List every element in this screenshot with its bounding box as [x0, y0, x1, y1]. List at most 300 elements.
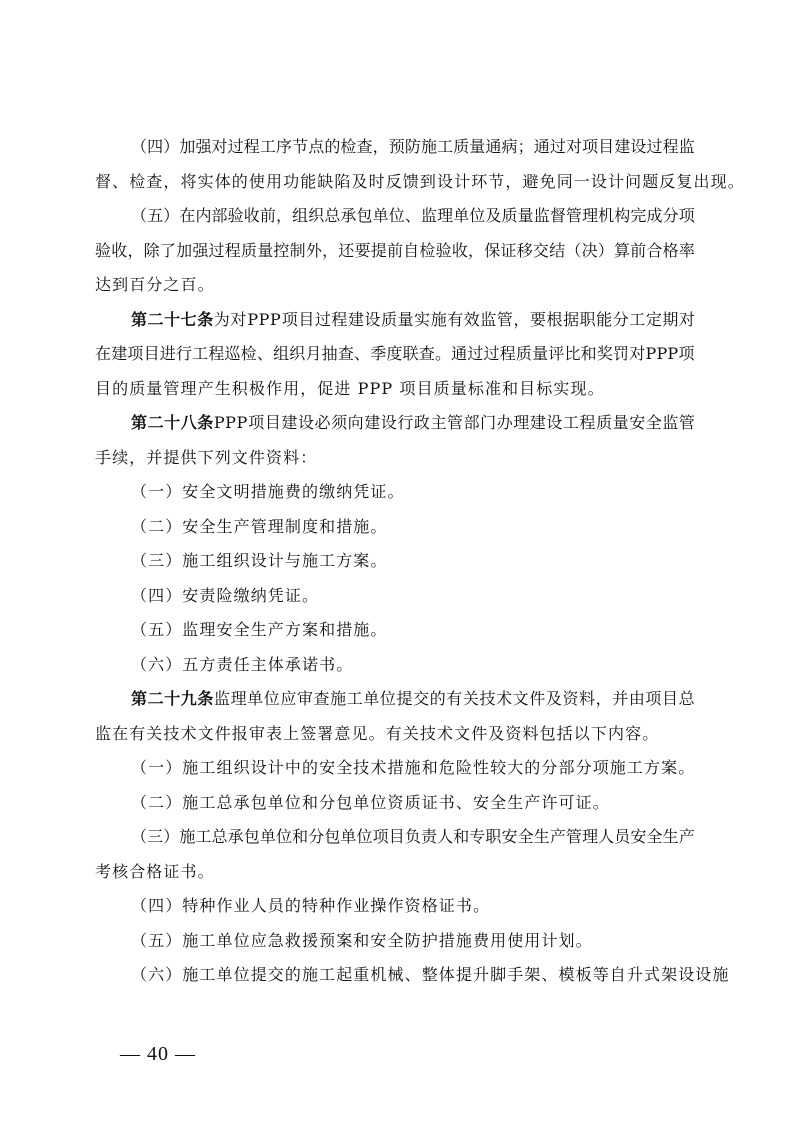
- glyph: 施: [430, 309, 447, 329]
- glyph: （: [131, 206, 148, 225]
- line-text: （一）安全文明措施费的缴纳凭证。: [131, 482, 405, 501]
- glyph: 织: [308, 206, 325, 225]
- line-text: 督、检查，将实体的使用功能缺陷及时反馈到设计环节，避免同一设计问题反复出现。: [95, 171, 745, 191]
- glyph: 目: [143, 344, 160, 363]
- text-line: [95, 958, 730, 993]
- glyph: 前: [630, 240, 647, 260]
- glyph: 控: [273, 240, 290, 260]
- glyph: 机: [598, 206, 615, 225]
- glyph: ）: [163, 137, 180, 156]
- text-line: [95, 234, 695, 269]
- text-line: [95, 303, 695, 338]
- glyph: 收: [243, 206, 260, 225]
- glyph: 包: [356, 206, 373, 225]
- glyph: 质: [453, 137, 470, 156]
- line-text: 监在有关技术文件报审表上签署意见。有关技术文件及资料包括以下内容。: [95, 723, 660, 743]
- glyph: 二: [147, 413, 164, 432]
- glyph: 必: [314, 413, 331, 432]
- glyph: 组: [273, 344, 290, 363]
- glyph: 量: [612, 413, 629, 432]
- glyph: 过: [549, 137, 566, 156]
- glyph: 七: [180, 309, 197, 329]
- text-line: [95, 924, 695, 959]
- glyph: 全: [517, 827, 534, 846]
- glyph: 条: [197, 413, 214, 432]
- glyph: 在: [95, 344, 112, 363]
- glyph: 设: [380, 413, 397, 432]
- glyph: 合: [646, 240, 663, 260]
- glyph: 部: [463, 413, 480, 432]
- paragraph: [95, 579, 695, 614]
- glyph: 对: [678, 309, 695, 329]
- text-line: [95, 475, 695, 510]
- glyph: 文: [512, 689, 529, 708]
- glyph: 验: [227, 206, 244, 225]
- glyph: 保: [484, 240, 501, 260]
- glyph: 查: [418, 344, 435, 363]
- glyph: 程: [331, 309, 348, 329]
- glyph: 位: [263, 689, 280, 708]
- glyph: 单: [340, 827, 357, 846]
- glyph: 进: [159, 344, 176, 363]
- glyph: 技: [479, 689, 496, 708]
- glyph: 决: [581, 240, 598, 260]
- glyph: 专: [469, 827, 486, 846]
- glyph: 、: [404, 206, 421, 225]
- text-line: [95, 199, 695, 234]
- glyph: 为: [213, 309, 230, 329]
- glyph: 审: [296, 689, 313, 708]
- glyph: 施: [330, 689, 347, 708]
- glyph: 项: [372, 827, 389, 846]
- article-paragraph: [95, 406, 695, 475]
- text-line: [95, 268, 695, 303]
- glyph: 质: [381, 309, 398, 329]
- paragraph: [95, 613, 695, 648]
- glyph: 安: [629, 413, 646, 432]
- glyph: 总: [211, 827, 228, 846]
- glyph: ）: [163, 206, 180, 225]
- glyph: 要: [529, 309, 546, 329]
- text-line: [95, 648, 695, 683]
- paragraph: [95, 958, 730, 993]
- glyph: 检: [240, 344, 257, 363]
- glyph: 管: [447, 413, 464, 432]
- glyph: 管: [565, 206, 582, 225]
- glyph: 量: [517, 206, 534, 225]
- glyph: ，: [127, 240, 144, 260]
- glyph: 第: [131, 309, 148, 329]
- glyph: 了: [159, 240, 176, 260]
- glyph: 及: [545, 689, 562, 708]
- glyph: 提: [370, 240, 387, 260]
- glyph: 条: [197, 689, 214, 708]
- glyph: 还: [338, 240, 355, 260]
- text-line: [95, 165, 745, 200]
- glyph: 效: [463, 309, 480, 329]
- glyph: 过: [467, 344, 484, 363]
- text-line: [95, 510, 695, 545]
- glyph: P: [213, 413, 225, 432]
- glyph: 项: [678, 206, 695, 225]
- glyph: 度: [386, 344, 403, 363]
- line-text: （四）特种作业人员的特种作业操作资格证书。: [131, 896, 491, 915]
- glyph: 分: [612, 309, 629, 329]
- glyph: 单: [453, 206, 470, 225]
- paragraph: [95, 130, 745, 199]
- glyph: 查: [313, 689, 330, 708]
- glyph: 过: [208, 240, 225, 260]
- glyph: 产: [549, 827, 566, 846]
- glyph: 成: [646, 206, 663, 225]
- glyph: 联: [402, 344, 419, 363]
- glyph: P: [667, 344, 679, 363]
- document-body: [95, 130, 745, 993]
- paragraph: [95, 199, 695, 303]
- glyph: 二: [147, 309, 164, 329]
- glyph: 据: [563, 309, 580, 329]
- glyph: 关: [462, 689, 479, 708]
- glyph: 设: [630, 137, 647, 156]
- glyph: 自: [403, 240, 420, 260]
- glyph: 质: [596, 413, 613, 432]
- glyph: 十: [164, 309, 181, 329]
- glyph: 项: [678, 344, 695, 363]
- glyph: 通: [533, 137, 550, 156]
- glyph: 查: [356, 137, 373, 156]
- line-text: （六）五方责任主体承诺书。: [131, 654, 354, 674]
- glyph: 承: [227, 827, 244, 846]
- glyph: 监: [678, 137, 695, 156]
- line-text: （一）施工组织设计中的安全技术措施和危险性较大的分部分项施工方案。: [131, 758, 696, 777]
- glyph: 建: [281, 413, 298, 432]
- glyph: 督: [549, 206, 566, 225]
- text-line: [95, 441, 695, 476]
- glyph: 项: [582, 137, 599, 156]
- paragraph: [95, 751, 695, 786]
- glyph: 管: [496, 309, 513, 329]
- line-text: （二）施工总承包单位和分包单位资质证书、安全生产许可证。: [131, 792, 610, 812]
- glyph: 制: [289, 240, 306, 260]
- glyph: 前: [386, 240, 403, 260]
- glyph: 术: [496, 689, 513, 708]
- glyph: 要: [354, 240, 371, 260]
- glyph: ，: [595, 689, 612, 708]
- paragraph: [95, 820, 695, 889]
- glyph: 除: [143, 240, 160, 260]
- glyph: 验: [95, 240, 112, 260]
- glyph: 交: [532, 240, 549, 260]
- paragraph: [95, 889, 695, 924]
- glyph: 建: [529, 413, 546, 432]
- glyph: 量: [397, 309, 414, 329]
- glyph: P: [247, 309, 259, 329]
- glyph: 应: [280, 689, 297, 708]
- line-text: （三）施工组织设计与施工方案。: [131, 551, 388, 570]
- paragraph: [95, 924, 695, 959]
- glyph: 收: [451, 240, 468, 260]
- glyph: 件: [529, 689, 546, 708]
- glyph: 、: [256, 344, 273, 363]
- glyph: ；: [517, 137, 534, 156]
- glyph: 单: [247, 689, 264, 708]
- glyph: 工: [629, 309, 646, 329]
- glyph: 主: [430, 413, 447, 432]
- glyph: ）: [163, 827, 180, 846]
- glyph: 设: [546, 413, 563, 432]
- glyph: 根: [546, 309, 563, 329]
- glyph: 加: [179, 137, 196, 156]
- glyph: ，: [468, 240, 485, 260]
- glyph: 位: [356, 827, 373, 846]
- text-line: [95, 717, 695, 752]
- glyph: 条: [197, 309, 214, 329]
- glyph: 防: [404, 137, 421, 156]
- glyph: 部: [211, 206, 228, 225]
- glyph: 提: [396, 689, 413, 708]
- glyph: 办: [496, 413, 513, 432]
- text-line: [95, 855, 695, 890]
- glyph: 的: [324, 137, 341, 156]
- glyph: 和: [292, 827, 309, 846]
- article-paragraph: [95, 682, 695, 751]
- glyph: 人: [598, 827, 615, 846]
- glyph: 质: [515, 344, 532, 363]
- glyph: 目: [264, 413, 281, 432]
- glyph: 第: [131, 413, 148, 432]
- glyph: 监: [420, 206, 437, 225]
- glyph: 程: [208, 344, 225, 363]
- glyph: 单: [259, 827, 276, 846]
- glyph: 人: [437, 827, 454, 846]
- glyph: 工: [192, 344, 209, 363]
- glyph: 节: [292, 137, 309, 156]
- glyph: 季: [370, 344, 387, 363]
- glyph: 病: [501, 137, 518, 156]
- glyph: 强: [192, 240, 209, 260]
- glyph: 位: [388, 206, 405, 225]
- text-line: [95, 130, 695, 165]
- glyph: 程: [662, 137, 679, 156]
- glyph: P: [236, 413, 248, 432]
- glyph: 工: [195, 827, 212, 846]
- glyph: 工: [346, 689, 363, 708]
- paragraph: [95, 544, 695, 579]
- glyph: 算: [614, 240, 631, 260]
- glyph: 建: [364, 413, 381, 432]
- glyph: 目: [598, 137, 615, 156]
- glyph: 定: [645, 309, 662, 329]
- glyph: 织: [289, 344, 306, 363]
- paragraph: [95, 786, 695, 821]
- line-text: （二）安全生产管理制度和措施。: [131, 516, 388, 536]
- glyph: 管: [565, 827, 582, 846]
- glyph: 证: [500, 240, 517, 260]
- line-text: 达到百分之百。: [95, 275, 215, 294]
- glyph: 生: [533, 827, 550, 846]
- glyph: 及: [485, 206, 502, 225]
- glyph: 监: [213, 689, 230, 708]
- glyph: 对: [629, 344, 646, 363]
- glyph: 分: [308, 827, 325, 846]
- glyph: 三: [147, 827, 164, 846]
- glyph: 工: [562, 413, 579, 432]
- glyph: 过: [314, 309, 331, 329]
- glyph: 内: [195, 206, 212, 225]
- glyph: 组: [292, 206, 309, 225]
- glyph: 行: [175, 344, 192, 363]
- glyph: ）: [597, 240, 614, 260]
- glyph: 监: [533, 206, 550, 225]
- glyph: 罚: [613, 344, 630, 363]
- text-line: [95, 682, 695, 717]
- text-line: [95, 613, 695, 648]
- line-text: （六）施工单位提交的施工起重机械、整体提升脚手架、模板等自升式架设设施: [131, 965, 730, 984]
- glyph: 月: [305, 344, 322, 363]
- glyph: （: [131, 827, 148, 846]
- glyph: 收: [111, 240, 128, 260]
- glyph: 包: [324, 827, 341, 846]
- glyph: 政: [413, 413, 430, 432]
- glyph: 项: [248, 413, 265, 432]
- line-text: （四）安责险缴纳凭证。: [131, 585, 320, 605]
- glyph: 项: [281, 309, 298, 329]
- glyph: ，: [372, 137, 389, 156]
- glyph: 交: [413, 689, 430, 708]
- glyph: 监: [480, 309, 497, 329]
- glyph: 结: [549, 240, 566, 260]
- glyph: P: [645, 344, 657, 363]
- glyph: 设: [297, 413, 314, 432]
- glyph: 过: [227, 137, 244, 156]
- glyph: 行: [397, 413, 414, 432]
- glyph: 构: [614, 206, 631, 225]
- glyph: P: [225, 413, 236, 432]
- glyph: 前: [259, 206, 276, 225]
- glyph: 量: [257, 240, 274, 260]
- glyph: 检: [419, 240, 436, 260]
- glyph: 。: [434, 344, 451, 363]
- glyph: 职: [485, 827, 502, 846]
- glyph: 单: [363, 689, 380, 708]
- glyph: 能: [596, 309, 613, 329]
- glyph: 并: [612, 689, 629, 708]
- glyph: 位: [469, 206, 486, 225]
- glyph: 查: [337, 344, 354, 363]
- glyph: 项: [645, 689, 662, 708]
- glyph: 全: [645, 413, 662, 432]
- glyph: 实: [414, 309, 431, 329]
- text-line: [95, 820, 695, 855]
- glyph: 质: [240, 240, 257, 260]
- glyph: 理: [230, 689, 247, 708]
- glyph: 资: [562, 689, 579, 708]
- glyph: 加: [176, 240, 193, 260]
- glyph: 项: [127, 344, 144, 363]
- glyph: 对: [211, 137, 228, 156]
- text-line: [95, 372, 695, 407]
- glyph: 检: [340, 137, 357, 156]
- glyph: 验: [435, 240, 452, 260]
- glyph: ，: [275, 206, 292, 225]
- glyph: 安: [501, 827, 518, 846]
- glyph: 巡: [224, 344, 241, 363]
- glyph: （: [131, 137, 148, 156]
- glyph: 程: [579, 413, 596, 432]
- text-line: [95, 579, 695, 614]
- glyph: 理: [437, 206, 454, 225]
- line-text: 手续，并提供下列文件资料：: [95, 447, 318, 467]
- glyph: 抽: [321, 344, 338, 363]
- glyph: 安: [630, 827, 647, 846]
- text-line: [95, 889, 695, 924]
- paragraph: [95, 475, 695, 510]
- glyph: 奖: [596, 344, 613, 363]
- glyph: 第: [131, 689, 148, 708]
- glyph: 建: [614, 137, 631, 156]
- glyph: 五: [147, 206, 164, 225]
- glyph: ，: [322, 240, 339, 260]
- glyph: 强: [195, 137, 212, 156]
- glyph: 评: [548, 344, 565, 363]
- glyph: 过: [646, 137, 663, 156]
- glyph: 十: [164, 689, 181, 708]
- glyph: 建: [347, 309, 364, 329]
- glyph: 质: [501, 206, 518, 225]
- glyph: 单: [372, 206, 389, 225]
- text-line: [95, 544, 695, 579]
- paragraph: [95, 510, 695, 545]
- line-text: （五）监理安全生产方案和措施。: [131, 620, 388, 639]
- glyph: 施: [420, 137, 437, 156]
- glyph: 通: [451, 344, 468, 363]
- glyph: 监: [662, 413, 679, 432]
- glyph: 、: [354, 344, 371, 363]
- glyph: 全: [646, 827, 663, 846]
- glyph: 包: [243, 827, 260, 846]
- glyph: 建: [111, 344, 128, 363]
- line-text: 考核合格证书。: [95, 861, 215, 881]
- glyph: 门: [480, 413, 497, 432]
- glyph: 和: [580, 344, 597, 363]
- glyph: 由: [628, 689, 645, 708]
- glyph: 外: [305, 240, 322, 260]
- glyph: 员: [614, 827, 631, 846]
- glyph: 比: [564, 344, 581, 363]
- glyph: 期: [662, 309, 679, 329]
- glyph: 格: [662, 240, 679, 260]
- glyph: 点: [308, 137, 325, 156]
- glyph: 序: [275, 137, 292, 156]
- glyph: 理: [582, 206, 599, 225]
- glyph: 职: [579, 309, 596, 329]
- line-text: 目的质量管理产生积极作用，促进 PPP 项目质量标准和目标实现。: [95, 378, 605, 398]
- glyph: 位: [379, 689, 396, 708]
- glyph: 对: [565, 137, 582, 156]
- glyph: 料: [579, 689, 596, 708]
- text-line: [95, 786, 695, 821]
- text-line: [95, 337, 695, 372]
- glyph: 十: [164, 413, 181, 432]
- glyph: 工: [259, 137, 276, 156]
- glyph: 总: [678, 689, 695, 708]
- article-paragraph: [95, 303, 695, 407]
- glyph: 总: [324, 206, 341, 225]
- glyph: 目: [298, 309, 315, 329]
- glyph: P: [258, 309, 270, 329]
- glyph: 管: [678, 413, 695, 432]
- glyph: 的: [429, 689, 446, 708]
